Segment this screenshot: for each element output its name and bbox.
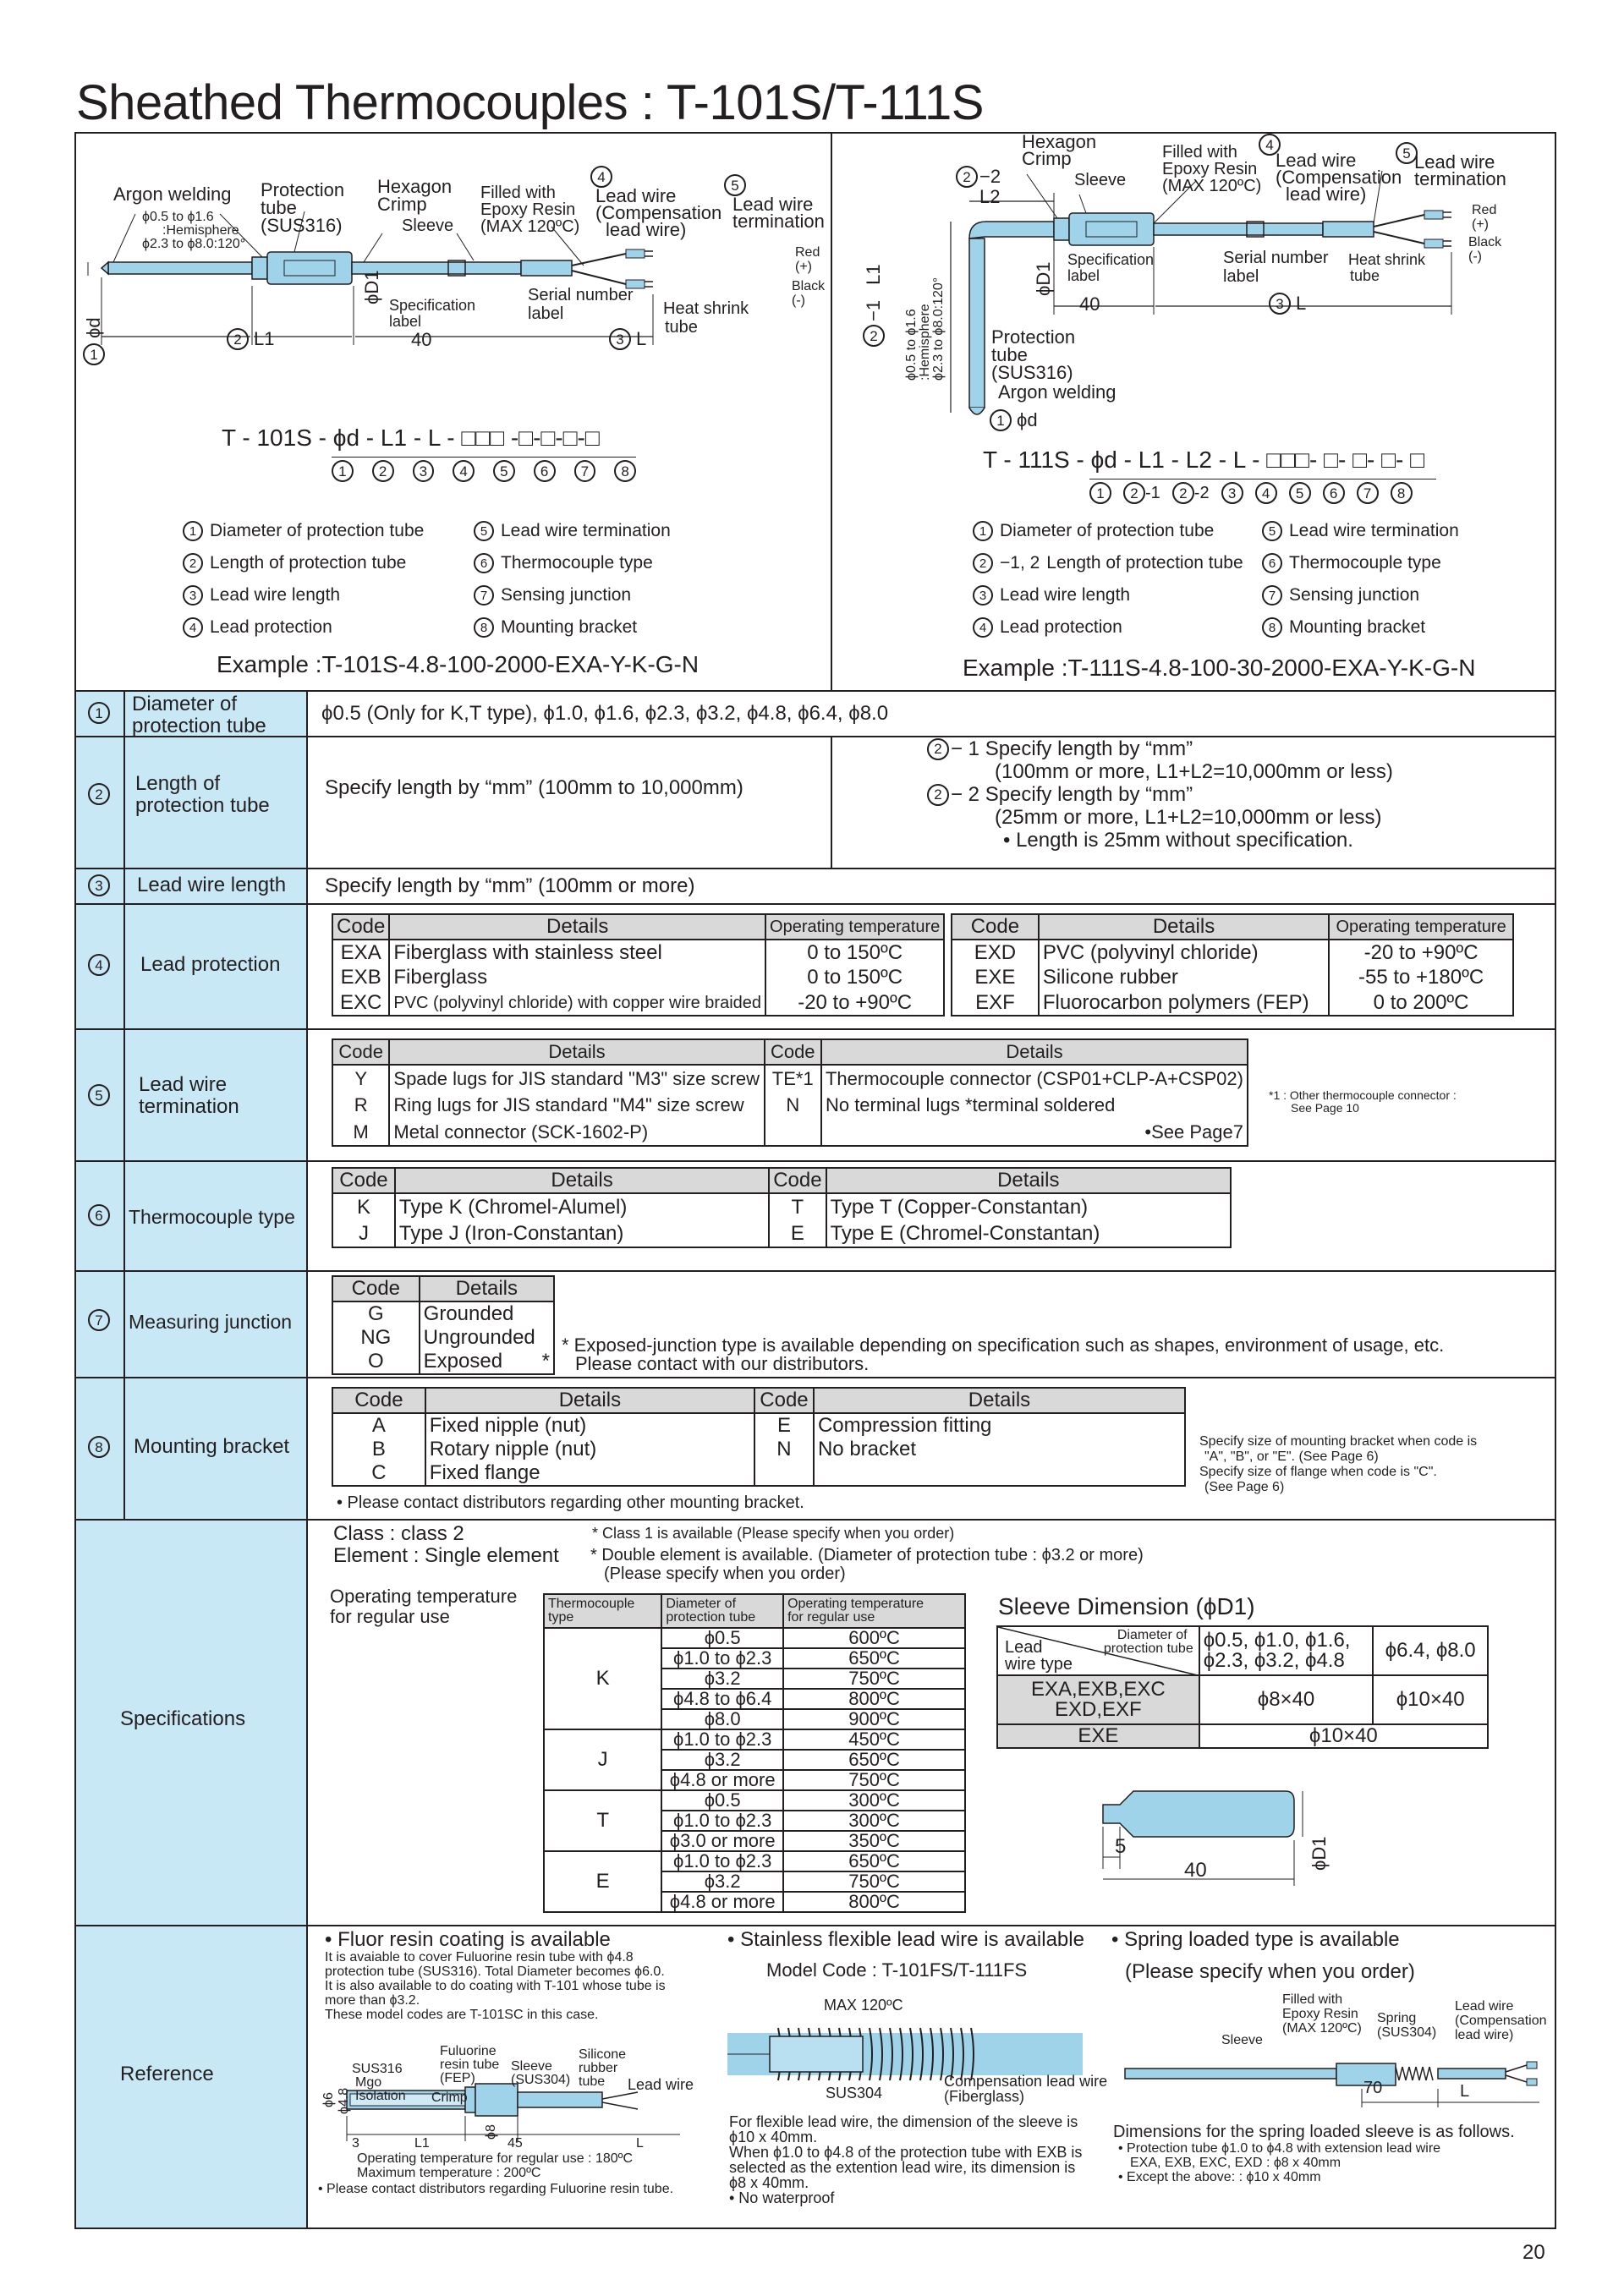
left-tip-line2: :Hemisphere [162, 223, 239, 238]
temp-diameter-cell: ϕ1.0 to ϕ2.3 [661, 1811, 783, 1831]
sleeve-title: Sleeve Dimension (ϕD1) [998, 1593, 1255, 1619]
left-model-code: T - 101S - ϕd - L1 - L - □□□ -□-□-□-□ [222, 425, 600, 451]
temp-diameter-cell: ϕ4.8 or more [661, 1892, 783, 1912]
row7-number: 7 [88, 1309, 110, 1331]
left-phi-d1: ϕD1 [361, 270, 382, 304]
right-model-code-numbers: 1 2 -1 2 -2 3 4 5 6 7 8 [1089, 479, 1436, 504]
row6-label: Thermocouple type [129, 1206, 295, 1228]
temp-diameter-cell: ϕ4.8 or more [661, 1770, 783, 1790]
row5-number: 5 [88, 1084, 110, 1106]
mounting-bracket-footer: • Please contact distributors regarding other mounting bracket. [337, 1493, 804, 1512]
row-line-8 [76, 1519, 1556, 1521]
temp-type-cell: J [544, 1729, 661, 1790]
spec-class: Class : class 2 [333, 1522, 464, 1545]
mounting-bracket-note: Specify size of mounting bracket when code is "A", "B", or "E". (See Page 6) Specify size of flange when code is "C". (See Page 6) [1199, 1434, 1478, 1494]
spec-double-note: * Double element is available. (Diameter of protection tube : ϕ3.2 or more) (Please specify when you order) [590, 1546, 1144, 1583]
right-argon-welding: Argon welding [998, 381, 1116, 403]
left-legend-2: 2 Length of protection tube [183, 553, 406, 573]
temp-value-cell: 800ºC [783, 1689, 965, 1709]
row3-value: Specify length by “mm” (100mm or more) [325, 874, 695, 897]
sleeve-dimension-table: Diameter of protection tube Lead wire type ϕ0.5, ϕ1.0, ϕ1.6, ϕ2.3, ϕ3.2, ϕ4.8 ϕ6.4, ϕ8.0 EXA,EXB,EXC EXD,EXF ϕ8×40 ϕ10×40 EXE ϕ10×40 [996, 1625, 1489, 1749]
thermocouple-type-table: Code Details Code Details K Type K (Chromel-Alumel) T Type T (Copper-Constantan) J Type J (Iron-Constantan) E Type E (Chromel-Constantan) [332, 1167, 1232, 1248]
right-legend-6: 6 Thermocouple type [1262, 553, 1441, 573]
right-legend-3: 3 Lead wire length [973, 585, 1130, 606]
right-dim-l1: 2 −1 L1 [863, 264, 885, 347]
temp-type-cell: E [544, 1851, 661, 1912]
temp-value-cell: 800ºC [783, 1892, 965, 1912]
right-dim-40: 40 [1079, 293, 1100, 315]
temp-diameter-cell: ϕ0.5 [661, 1790, 783, 1811]
left-tip-line1: ϕ0.5 to ϕ1.6 [142, 210, 214, 224]
spring-drawing [1116, 2047, 1548, 2123]
row1-number: 1 [88, 702, 110, 724]
row3-label: Lead wire length [137, 874, 287, 896]
label-divider [306, 692, 308, 2228]
right-spec-label: Specification label [1067, 251, 1155, 284]
temp-diameter-cell: ϕ3.2 [661, 1750, 783, 1770]
right-heat-shrink: Heat shrink tube [1348, 251, 1426, 284]
row6-number: 6 [88, 1204, 110, 1226]
temp-value-cell: 650ºC [783, 1648, 965, 1669]
left-sleeve: Sleeve [402, 216, 454, 235]
temp-row [544, 1790, 965, 1811]
row-line-5 [76, 1160, 1556, 1162]
mounting-bracket-table: Code Details Code Details A Fixed nipple (nut) E Compression fitting B Rotary nipple (nut) N No bracket C Fixed flange [332, 1387, 1186, 1487]
row4-number: 4 [88, 954, 110, 976]
left-dim-l1: 2 L1 [227, 328, 274, 350]
row-line-3 [76, 903, 1556, 905]
right-dim-l2: 2 −2 L2 [956, 166, 1001, 206]
left-phi-d: 1 ϕd [83, 317, 105, 365]
spec-class-note: * Class 1 is available (Please specify when you order) [592, 1525, 955, 1542]
left-tip-line3: ϕ2.3 to ϕ8.0:120° [142, 237, 246, 251]
right-lead-wire: Lead wire (Compensation lead wire) [1276, 150, 1402, 205]
measuring-junction-note: * Exposed-junction type is available depending on specification such as shapes, environment of usage, etc. Please contact with our distributors. [562, 1334, 1445, 1374]
temp-diameter-cell: ϕ1.0 to ϕ2.3 [661, 1729, 783, 1750]
fluor-contact: • Please contact distributors regarding Fuluorine resin tube. [318, 2182, 674, 2196]
left-black-label: Black (-) [792, 279, 826, 308]
right-circle-4: 4 [1259, 134, 1281, 156]
row7-label: Measuring junction [129, 1311, 293, 1333]
right-legend-4: 4 Lead protection [973, 617, 1122, 638]
fluor-sus316: SUS316 [352, 2062, 403, 2076]
row2-number: 2 [88, 783, 110, 805]
right-sleeve: Sleeve [1074, 171, 1127, 189]
left-argon-welding: Argon welding [113, 184, 232, 205]
lead-protection-table-right: Code Details Operating temperature EXD PVC (polyvinyl chloride) -20 to +90ºC EXE Silicone rubber -55 to +180ºC EXF Fluorocarbon polymers (FEP) 0 to 200ºC [951, 913, 1514, 1016]
right-tip-text: ϕ0.5 to ϕ1.6 :Hemisphere ϕ2.3 to ϕ8.0:120° [904, 277, 946, 381]
page-number: 20 [1522, 2241, 1545, 2264]
spring-dimL: L [1460, 2082, 1470, 2101]
flex-max: MAX 120ºC [824, 1997, 903, 2014]
flex-comp: Compensation lead wire (Fiberglass) [944, 2073, 1108, 2105]
left-lead-wire: Lead wire (Compensation lead wire) [595, 185, 722, 240]
left-legend-5: 5 Lead wire termination [474, 521, 671, 541]
temp-value-cell: 750ºC [783, 1770, 965, 1790]
right-red-label: Red (+) [1472, 203, 1497, 232]
row3-number: 3 [88, 874, 110, 896]
label-column [76, 692, 306, 2228]
num-divider [123, 692, 125, 1519]
left-legend-1: 1 Diameter of protection tube [183, 521, 424, 541]
left-lead-termination: Lead wire termination [732, 194, 825, 232]
spring-sleeve: Sleeve [1221, 2033, 1263, 2047]
spring-spring: Spring (SUS304) [1377, 2011, 1437, 2040]
left-legend-3: 3 Lead wire length [183, 585, 340, 606]
right-serial-label: Serial number label [1223, 249, 1329, 286]
row-line-2 [76, 868, 1556, 869]
temp-diameter-cell: ϕ8.0 [661, 1709, 783, 1729]
row-line-6 [76, 1270, 1556, 1272]
temp-value-cell: 600ºC [783, 1628, 965, 1648]
fluor-lead-wire: Lead wire [628, 2076, 694, 2093]
row2-right-value: 2 − 1 Specify length by “mm” (100mm or more, L1+L2=10,000mm or less) 2 − 2 Specify length by “mm” (25mm or more, L1+L2=10,000mm or less) • Length is 25mm without specification. [927, 737, 1393, 852]
fluor-phi48: ϕ4.8 [337, 2087, 351, 2114]
right-legend-2: 2 −1, 2 Length of protection tube [973, 553, 1243, 573]
right-legend-1: 1 Diameter of protection tube [973, 521, 1214, 541]
temp-diameter-cell: ϕ3.2 [661, 1669, 783, 1689]
sleeve-dim-40: 40 [1184, 1859, 1207, 1882]
row2-left-value: Specify length by “mm” (100mm to 10,000mm) [325, 776, 743, 799]
fluor-phi8: ϕ8 [484, 2124, 498, 2140]
sleeve-dim-5: 5 [1115, 1835, 1127, 1858]
left-dim-40: 40 [411, 329, 432, 350]
temp-value-cell: 350ºC [783, 1831, 965, 1851]
left-spec-label: Specification label [389, 297, 476, 330]
fluor-text: It is avaiable to cover Fuluorine resin tube with ϕ4.8 protection tube (SUS316). Total Diameter becomes ϕ6.0. It is also available to do coating with T-101 whose tube is more than ϕ3.2. These model codes are T-101SC in this case. [325, 1950, 666, 2022]
row1-label: Diameter of protection tube [132, 693, 266, 737]
spring-text: Dimensions for the spring loaded sleeve is as follows. • Protection tube ϕ1.0 to ϕ4.8 with extension lead wire EXA, EXB, EXC, EXD : ϕ8 x 40mm • Except the above: : ϕ10 x 40mm [1113, 2123, 1515, 2184]
temp-value-cell: 650ºC [783, 1750, 965, 1770]
right-phi-d1: ϕD1 [1033, 261, 1054, 296]
temp-row [544, 1851, 965, 1871]
fluor-title: • Fluor resin coating is available [325, 1928, 611, 1951]
fluor-dim45: 45 [508, 2136, 523, 2151]
left-red-label: Red (+) [795, 245, 820, 274]
flex-text: For flexible lead wire, the dimension of the sleeve is ϕ10 x 40mm. When ϕ1.0 to ϕ4.8 of the protection tube with EXB is selected as the extention lead wire, its dimension is ϕ8 x 40mm. • No waterproof [729, 2113, 1083, 2206]
left-hexagon-crimp: Hexagon Crimp [377, 176, 453, 215]
left-protection-tube: Protection tube (SUS316) [261, 179, 345, 236]
spring-filled: Filled with Epoxy Resin (MAX 120ºC) [1282, 1992, 1362, 2036]
fluor-dimL1: L1 [414, 2136, 430, 2151]
right-legend-7: 7 Sensing junction [1262, 585, 1419, 606]
row1-value: ϕ0.5 (Only for K,T type), ϕ1.0, ϕ1.6, ϕ2.3, ϕ3.2, ϕ4.8, ϕ6.4, ϕ8.0 [321, 702, 889, 725]
flex-sus304: SUS304 [826, 2085, 883, 2101]
flex-title: • Stainless flexible lead wire is available [727, 1928, 1084, 1951]
right-dim-l: 3 L [1269, 293, 1306, 315]
right-filled-with: Filled with Epoxy Resin (MAX 120ºC) [1162, 143, 1262, 195]
fluor-temp: Operating temperature for regular use : 180ºC Maximum temperature : 200ºC [357, 2151, 634, 2180]
temp-value-cell: 300ºC [783, 1811, 965, 1831]
temp-type-cell: T [544, 1790, 661, 1851]
fluor-fuluorine: Fuluorine resin tube (FEP) [440, 2044, 500, 2085]
temp-value-cell: 750ºC [783, 1669, 965, 1689]
right-legend-8: 8 Mounting bracket [1262, 617, 1425, 638]
fluor-sleeve: Sleeve (SUS304) [511, 2059, 571, 2087]
row2-divider [831, 736, 832, 868]
right-legend-5: 5 Lead wire termination [1262, 521, 1459, 541]
right-example: Example :T-111S-4.8-100-30-2000-EXA-Y-K-G-N [963, 655, 1476, 681]
row8-label: Mounting bracket [134, 1435, 290, 1458]
right-model-code: T - 111S - ϕd - L1 - L2 - L - □□□- □- □- □- □ [983, 447, 1425, 473]
spring-lead: Lead wire (Compensation lead wire) [1455, 1999, 1547, 2042]
left-legend-8: 8 Mounting bracket [474, 617, 637, 638]
left-serial-label: Serial number label [528, 286, 634, 323]
temp-diameter-cell: ϕ4.8 to ϕ6.4 [661, 1689, 783, 1709]
page-title: Sheathed Thermocouples : T-101S/T-111S [76, 75, 984, 130]
fluor-dimL: L [636, 2136, 644, 2151]
fluor-dim3: 3 [352, 2136, 359, 2151]
spring-sub: (Please specify when you order) [1125, 1960, 1415, 1983]
row5-label: Lead wire termination [139, 1073, 239, 1118]
lead-protection-table-left: Code Details Operating temperature EXA Fiberglass with stainless steel 0 to 150ºC EXB Fiberglass 0 to 150ºC EXC PVC (polyvinyl chloride) with copper wire braided -20 to +90ºC [332, 913, 945, 1016]
right-black-label: Black (-) [1468, 235, 1502, 264]
measuring-junction-table: Code Details G Grounded NG Ungrounded O Exposed * [332, 1275, 555, 1375]
termination-table: Code Details Code Details Y Spade lugs for JIS standard "M3" size screw TE*1 Thermocouple connector (CSP01+CLP-A+CSP02) R Ring lugs for JIS standard "M4" size screw N No terminal lugs *terminal soldered M Metal connector (SCK-1602-P) •See Page7 [332, 1038, 1248, 1147]
temp-value-cell: 750ºC [783, 1871, 965, 1892]
fluor-mgo: Mgo [355, 2075, 382, 2090]
left-example: Example :T-101S-4.8-100-2000-EXA-Y-K-G-N [217, 651, 700, 677]
temp-diameter-cell: ϕ1.0 to ϕ2.3 [661, 1851, 783, 1871]
left-circle-5: 5 [724, 174, 746, 196]
row-line-9 [76, 1925, 1556, 1926]
sleeve-drawing [1091, 1776, 1328, 1894]
right-hexagon-crimp: Hexagon Crimp [1022, 131, 1097, 169]
op-temp-title: Operating temperature for regular use [330, 1586, 518, 1627]
left-filled-with: Filled with Epoxy Resin (MAX 120ºC) [480, 184, 580, 236]
left-model-code-numbers: 1 2 3 4 5 6 7 8 [332, 457, 636, 482]
spec-element: Element : Single element [333, 1544, 559, 1567]
left-heat-shrink: Heat shrink tube [663, 299, 749, 337]
temp-row [544, 1729, 965, 1750]
temp-diameter-cell: ϕ3.2 [661, 1871, 783, 1892]
sleeve-dim-d1: ϕD1 [1309, 1836, 1330, 1871]
fluor-phi6: ϕ6 [321, 2092, 336, 2107]
row8-number: 8 [88, 1436, 110, 1458]
left-dim-l: 3 L [609, 328, 646, 350]
row4-label: Lead protection [140, 953, 281, 976]
row2-label: Length of protection tube [135, 772, 270, 817]
right-protection-tube: Protection tube (SUS316) [991, 326, 1076, 383]
right-lead-termination: Lead wire termination [1414, 151, 1506, 189]
flex-model: Model Code : T-101FS/T-111FS [766, 1959, 1028, 1981]
temp-value-cell: 300ºC [783, 1790, 965, 1811]
specifications-label: Specifications [120, 1707, 246, 1730]
operating-temperature-table: Thermocouple type Diameter of protection tube Operating temperature for regular use K ϕ0.5 600ºC ϕ1.0 to ϕ2.3 650ºC ϕ3.2 750ºC ϕ4.8 to ϕ6.4 800ºC ϕ8.0 900ºC J ϕ1.0 to ϕ2.3 450ºC ϕ3.2 650ºC ϕ4.8 or more 750ºC T ϕ0.5 300ºC ϕ1.0 to ϕ2.3 300ºC ϕ3.0 or more 350ºC E ϕ1.0 to ϕ2.3 650ºC ϕ3.2 750ºC ϕ4.8 or more 800ºC [543, 1593, 966, 1913]
temp-value-cell: 650ºC [783, 1851, 965, 1871]
left-legend-6: 6 Thermocouple type [474, 553, 653, 573]
row-line-7 [76, 1377, 1556, 1378]
temp-row [544, 1628, 965, 1648]
reference-label: Reference [120, 2063, 214, 2085]
left-legend-7: 7 Sensing junction [474, 585, 631, 606]
temp-diameter-cell: ϕ3.0 or more [661, 1831, 783, 1851]
temp-type-cell: K [544, 1628, 661, 1729]
temp-value-cell: 900ºC [783, 1709, 965, 1729]
left-legend-4: 4 Lead protection [183, 617, 332, 638]
fluor-isolation: Isolation [355, 2089, 406, 2103]
left-circle-4: 4 [590, 166, 612, 188]
termination-note: *1 : Other thermocouple connector : See Page 10 [1269, 1088, 1457, 1115]
diagram-left [76, 134, 829, 455]
fluor-crimp: Crimp [431, 2091, 468, 2105]
spring-title: • Spring loaded type is available [1111, 1928, 1400, 1951]
right-phi-d: 1 ϕd [990, 409, 1038, 431]
spring-dim70: 70 [1363, 2079, 1383, 2097]
fluor-silicone: Silicone rubber tube [579, 2047, 627, 2089]
temp-value-cell: 450ºC [783, 1729, 965, 1750]
right-circle-5: 5 [1396, 142, 1418, 164]
temp-diameter-cell: ϕ0.5 [661, 1628, 783, 1648]
row-line-4 [76, 1028, 1556, 1030]
temp-diameter-cell: ϕ1.0 to ϕ2.3 [661, 1648, 783, 1669]
